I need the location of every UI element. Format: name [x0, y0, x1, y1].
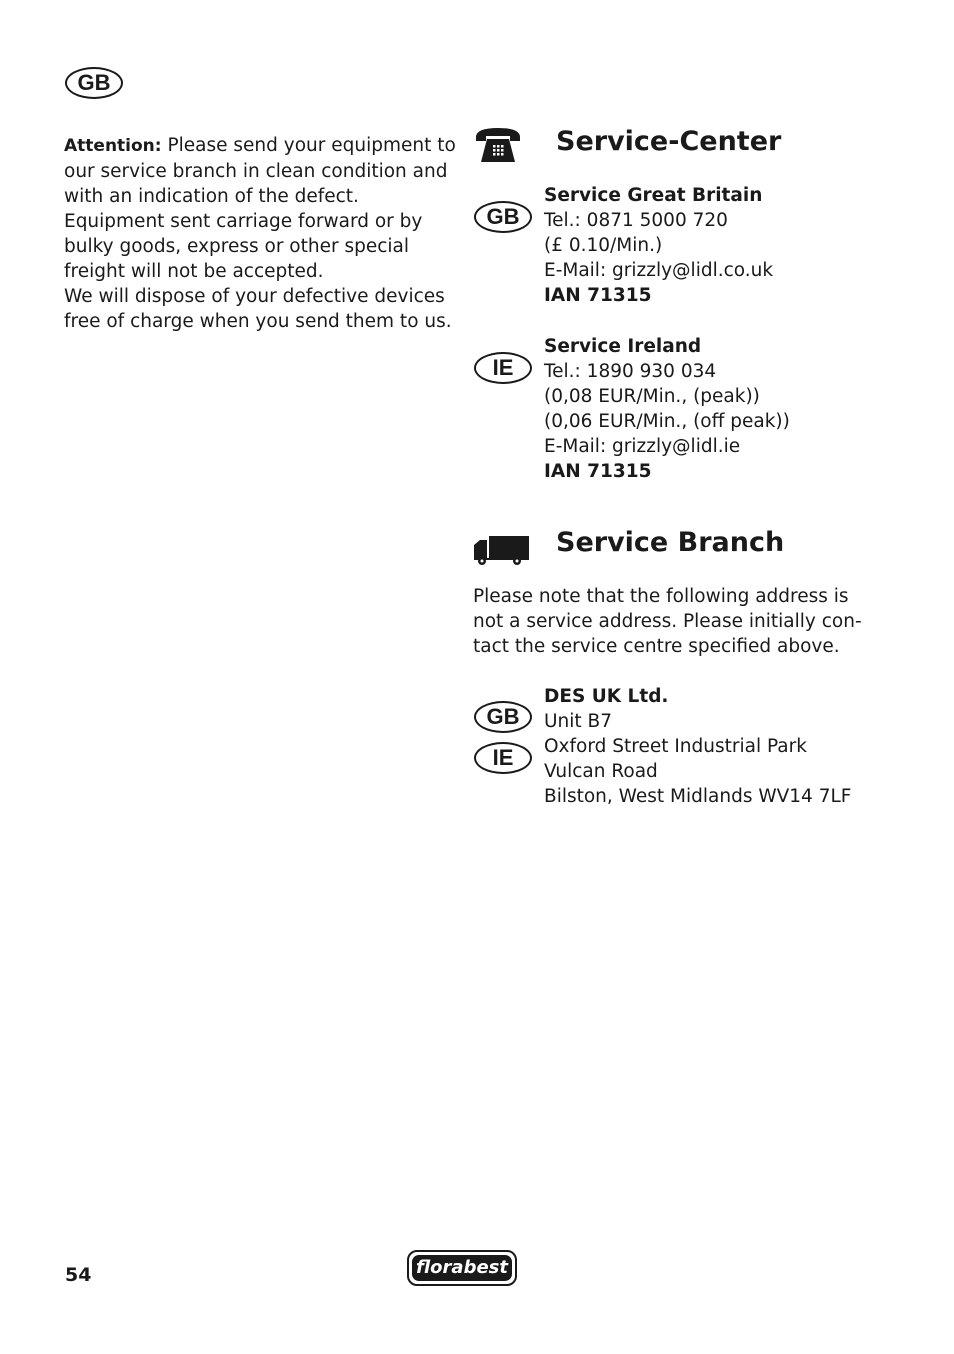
- service-ie-rate-offpeak: (0,06 EUR/Min., (off peak)): [544, 411, 790, 432]
- country-badge-ie: IE: [474, 742, 532, 774]
- country-badge-ie: IE: [474, 352, 532, 384]
- attention-line-1: Please send your equipment to: [161, 135, 456, 156]
- service-gb-rate: (£ 0.10/Min.): [544, 235, 663, 256]
- service-ie-ian: IAN 71315: [544, 461, 652, 482]
- attention-line-2: our service branch in clean condition and: [64, 161, 448, 182]
- service-gb-tel: Tel.: 0871 5000 720: [544, 210, 728, 231]
- attention-line-6: freight will not be accepted.: [64, 261, 324, 282]
- address-line-3: Vulcan Road: [544, 761, 658, 782]
- truck-icon: [472, 533, 532, 567]
- address-company: DES UK Ltd.: [544, 686, 669, 707]
- attention-line-7: We will dispose of your defective devices: [64, 286, 445, 307]
- service-ie-name: Service Ireland: [544, 336, 702, 357]
- brand-logo-text: florabest: [412, 1255, 512, 1281]
- branch-address: [544, 684, 851, 809]
- service-gb-email: E-Mail: grizzly@lidl.co.uk: [544, 260, 774, 281]
- address-line-2: Oxford Street Industrial Park: [544, 736, 807, 757]
- page-number: 54: [65, 1264, 92, 1286]
- telephone-icon: [473, 125, 523, 165]
- attention-line-4: Equipment sent carriage forward or by: [64, 211, 423, 232]
- attention-line-8: free of charge when you send them to us.: [64, 311, 452, 332]
- country-badge-gb: GB: [65, 67, 123, 99]
- service-branch-note: [473, 584, 862, 659]
- service-branch-title: Service Branch: [556, 527, 785, 558]
- service-ie-tel: Tel.: 1890 930 034: [544, 361, 717, 382]
- attention-line-5: bulky goods, express or other special: [64, 236, 410, 257]
- address-line-1: Unit B7: [544, 711, 613, 732]
- note-line-1: Please note that the following address is: [473, 586, 849, 607]
- attention-line-3: with an indication of the defect.: [64, 186, 359, 207]
- service-gb-block: [544, 183, 773, 308]
- note-line-2: not a service address. Please initially con-: [473, 611, 862, 632]
- country-badge-gb: GB: [474, 201, 532, 233]
- note-line-3: tact the service centre specified above.: [473, 636, 840, 657]
- attention-paragraph: [64, 133, 456, 334]
- service-gb-name: Service Great Britain: [544, 185, 763, 206]
- attention-label: Attention:: [64, 136, 162, 156]
- country-badge-gb: GB: [474, 701, 532, 733]
- address-line-4: Bilston, West Midlands WV14 7LF: [544, 786, 852, 807]
- service-gb-ian: IAN 71315: [544, 285, 652, 306]
- service-ie-block: [544, 334, 790, 484]
- service-ie-rate-peak: (0,08 EUR/Min., (peak)): [544, 386, 760, 407]
- brand-logo: [407, 1250, 517, 1286]
- service-ie-email: E-Mail: grizzly@lidl.ie: [544, 436, 741, 457]
- service-center-title: Service-Center: [556, 126, 782, 157]
